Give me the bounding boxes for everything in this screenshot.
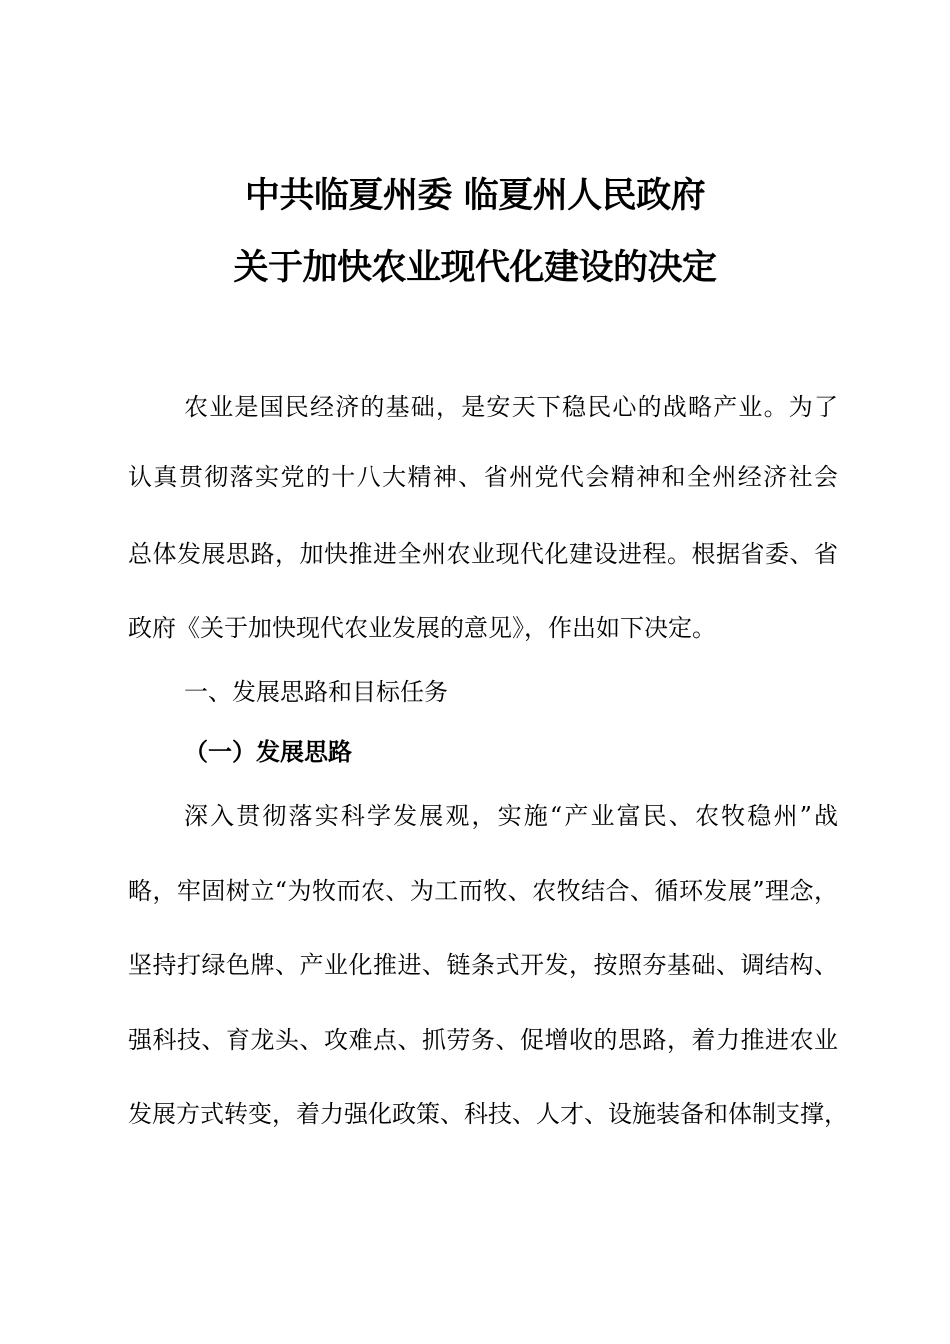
- body-paragraph-line: 深入贯彻落实科学发展观，实施“产业富民、农牧稳州”战: [184, 802, 838, 830]
- document-title-line-1: 中共临夏州委 临夏州人民政府: [244, 176, 706, 216]
- body-paragraph-line: 强科技、育龙头、攻难点、抓劳务、促增收的思路，着力推进农业: [128, 1026, 838, 1054]
- subsection-heading: （一）发展思路: [184, 738, 352, 766]
- intro-paragraph-line: 认真贯彻落实党的十八大精神、省州党代会精神和全州经济社会: [128, 463, 838, 491]
- body-paragraph-line: 发展方式转变，着力强化政策、科技、人才、设施装备和体制支撑，: [128, 1100, 848, 1128]
- document-title-line-2: 关于加快农业现代化建设的决定: [233, 248, 717, 288]
- intro-paragraph-line: 总体发展思路，加快推进全州农业现代化建设进程。根据省委、省: [128, 540, 838, 568]
- body-paragraph-line: 坚持打绿色牌、产业化推进、链条式开发，按照夯基础、调结构、: [128, 951, 838, 979]
- body-paragraph-line: 略，牢固树立“为牧而农、为工而牧、农牧结合、循环发展”理念，: [128, 877, 838, 905]
- section-heading: 一、发展思路和目标任务: [184, 678, 448, 706]
- intro-paragraph-line: 政府《关于加快现代农业发展的意见》，作出如下决定。: [128, 614, 716, 642]
- intro-paragraph-line: 农业是国民经济的基础，是安天下稳民心的战略产业。为了: [184, 393, 838, 421]
